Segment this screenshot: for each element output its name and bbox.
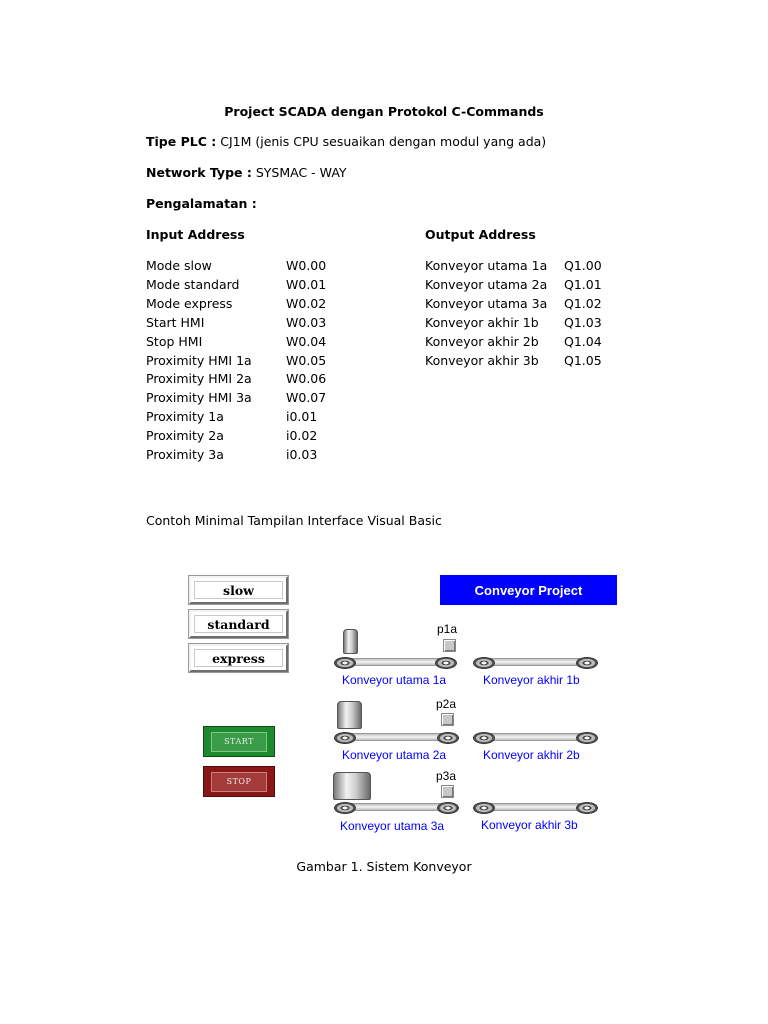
address-name: Mode express [146,295,233,311]
express-button[interactable] [189,644,288,672]
address-name: Konveyor akhir 2b [425,333,539,349]
start-button[interactable] [203,726,275,757]
plc-type-value: CJ1M (jenis CPU sesuaikan dengan modul yang ada) [216,134,547,149]
roller-icon [435,657,457,669]
address-name: Proximity 2a [146,428,224,444]
stop-button-label: STOP [226,777,252,786]
sensor-label-p2a: p2a [436,697,457,711]
box-cylinder-1 [343,629,358,654]
roller-icon [473,657,495,669]
address-name: Mode slow [146,258,212,273]
conveyor-end-1b-belt [482,658,585,666]
roller-icon [473,802,495,814]
address-value: W0.01 [286,276,327,292]
conveyor-end-1b-label: Konveyor akhir 1b [483,673,580,687]
address-name: Proximity HMI 3a [146,390,252,406]
network-type-value: SYSMAC - WAY [251,165,347,180]
slow-button[interactable] [189,576,288,604]
sensor-p2a-indicator[interactable] [441,713,454,726]
address-name: Konveyor utama 2a [425,276,548,292]
roller-icon [576,657,598,669]
conveyor-main-2a-label: Konveyor utama 2a [342,748,447,762]
conveyor-end-3b-belt [482,803,585,811]
sensor-p1a-indicator[interactable] [443,639,456,652]
network-type-label: Network Type : [146,165,252,180]
conveyor-project-banner: Conveyor Project [440,575,617,605]
address-name: Proximity 3a [146,447,224,462]
input-address-heading: Input Address [146,227,245,242]
address-value: W0.00 [286,258,327,273]
address-value: i0.02 [286,428,318,444]
roller-icon [334,802,356,814]
address-value: Q1.02 [564,295,602,311]
address-name: Proximity 1a [146,409,224,425]
box-cylinder-2 [337,701,362,729]
address-name: Konveyor utama 1a [425,258,548,273]
address-value: i0.03 [286,447,318,462]
address-value: Q1.01 [564,276,602,292]
roller-icon [437,732,459,744]
address-value: W0.07 [286,390,327,406]
document-title: Project SCADA dengan Protokol C-Commands [224,104,544,119]
address-value: W0.05 [286,352,327,368]
stop-button[interactable] [203,766,275,797]
conveyor-main-2a-belt [345,733,448,741]
express-button-label: express [212,650,265,666]
conveyor-end-2b-belt [482,733,585,741]
conveyor-main-3a-belt [345,803,448,811]
address-name: Start HMI [146,314,205,330]
address-name: Mode standard [146,276,240,292]
address-name: Proximity HMI 1a [146,352,252,368]
plc-type-line [146,134,546,149]
sensor-label-p1a: p1a [437,622,458,636]
address-value: W0.04 [286,333,327,349]
addressing-heading: Pengalamatan : [146,196,257,211]
figure-caption: Gambar 1. Sistem Konveyor [296,859,472,874]
sensor-p3a-indicator[interactable] [441,785,454,798]
address-value: Q1.05 [564,352,602,368]
address-value: Q1.04 [564,333,602,349]
conveyor-end-3b-label: Konveyor akhir 3b [481,818,578,832]
address-name: Stop HMI [146,333,203,349]
address-name: Konveyor akhir 1b [425,314,539,330]
standard-button-label: standard [207,616,270,632]
roller-icon [473,732,495,744]
roller-icon [334,657,356,669]
address-value: W0.03 [286,314,327,330]
plc-type-label: Tipe PLC : [146,134,217,149]
roller-icon [437,802,459,814]
start-button-label: START [224,737,254,746]
address-value: W0.02 [286,295,327,311]
address-value: W0.06 [286,371,327,387]
roller-icon [576,732,598,744]
interface-caption: Contoh Minimal Tampilan Interface Visual Basic [146,513,442,528]
sensor-label-p3a: p3a [436,769,457,783]
network-type-line [146,165,347,180]
address-value: Q1.03 [564,314,602,330]
address-value: i0.01 [286,409,318,425]
slow-button-label: slow [223,582,254,598]
address-value: Q1.00 [564,258,602,273]
roller-icon [576,802,598,814]
roller-icon [334,732,356,744]
conveyor-main-1a-belt [345,658,448,666]
conveyor-main-3a-label: Konveyor utama 3a [340,819,445,833]
address-name: Konveyor utama 3a [425,295,548,311]
box-cylinder-3 [333,772,371,800]
conveyor-end-2b-label: Konveyor akhir 2b [483,748,580,762]
standard-button[interactable] [189,610,288,638]
address-name: Proximity HMI 2a [146,371,252,387]
conveyor-main-1a-label: Konveyor utama 1a [342,673,447,687]
address-name: Konveyor akhir 3b [425,352,539,368]
output-address-heading: Output Address [425,227,536,242]
